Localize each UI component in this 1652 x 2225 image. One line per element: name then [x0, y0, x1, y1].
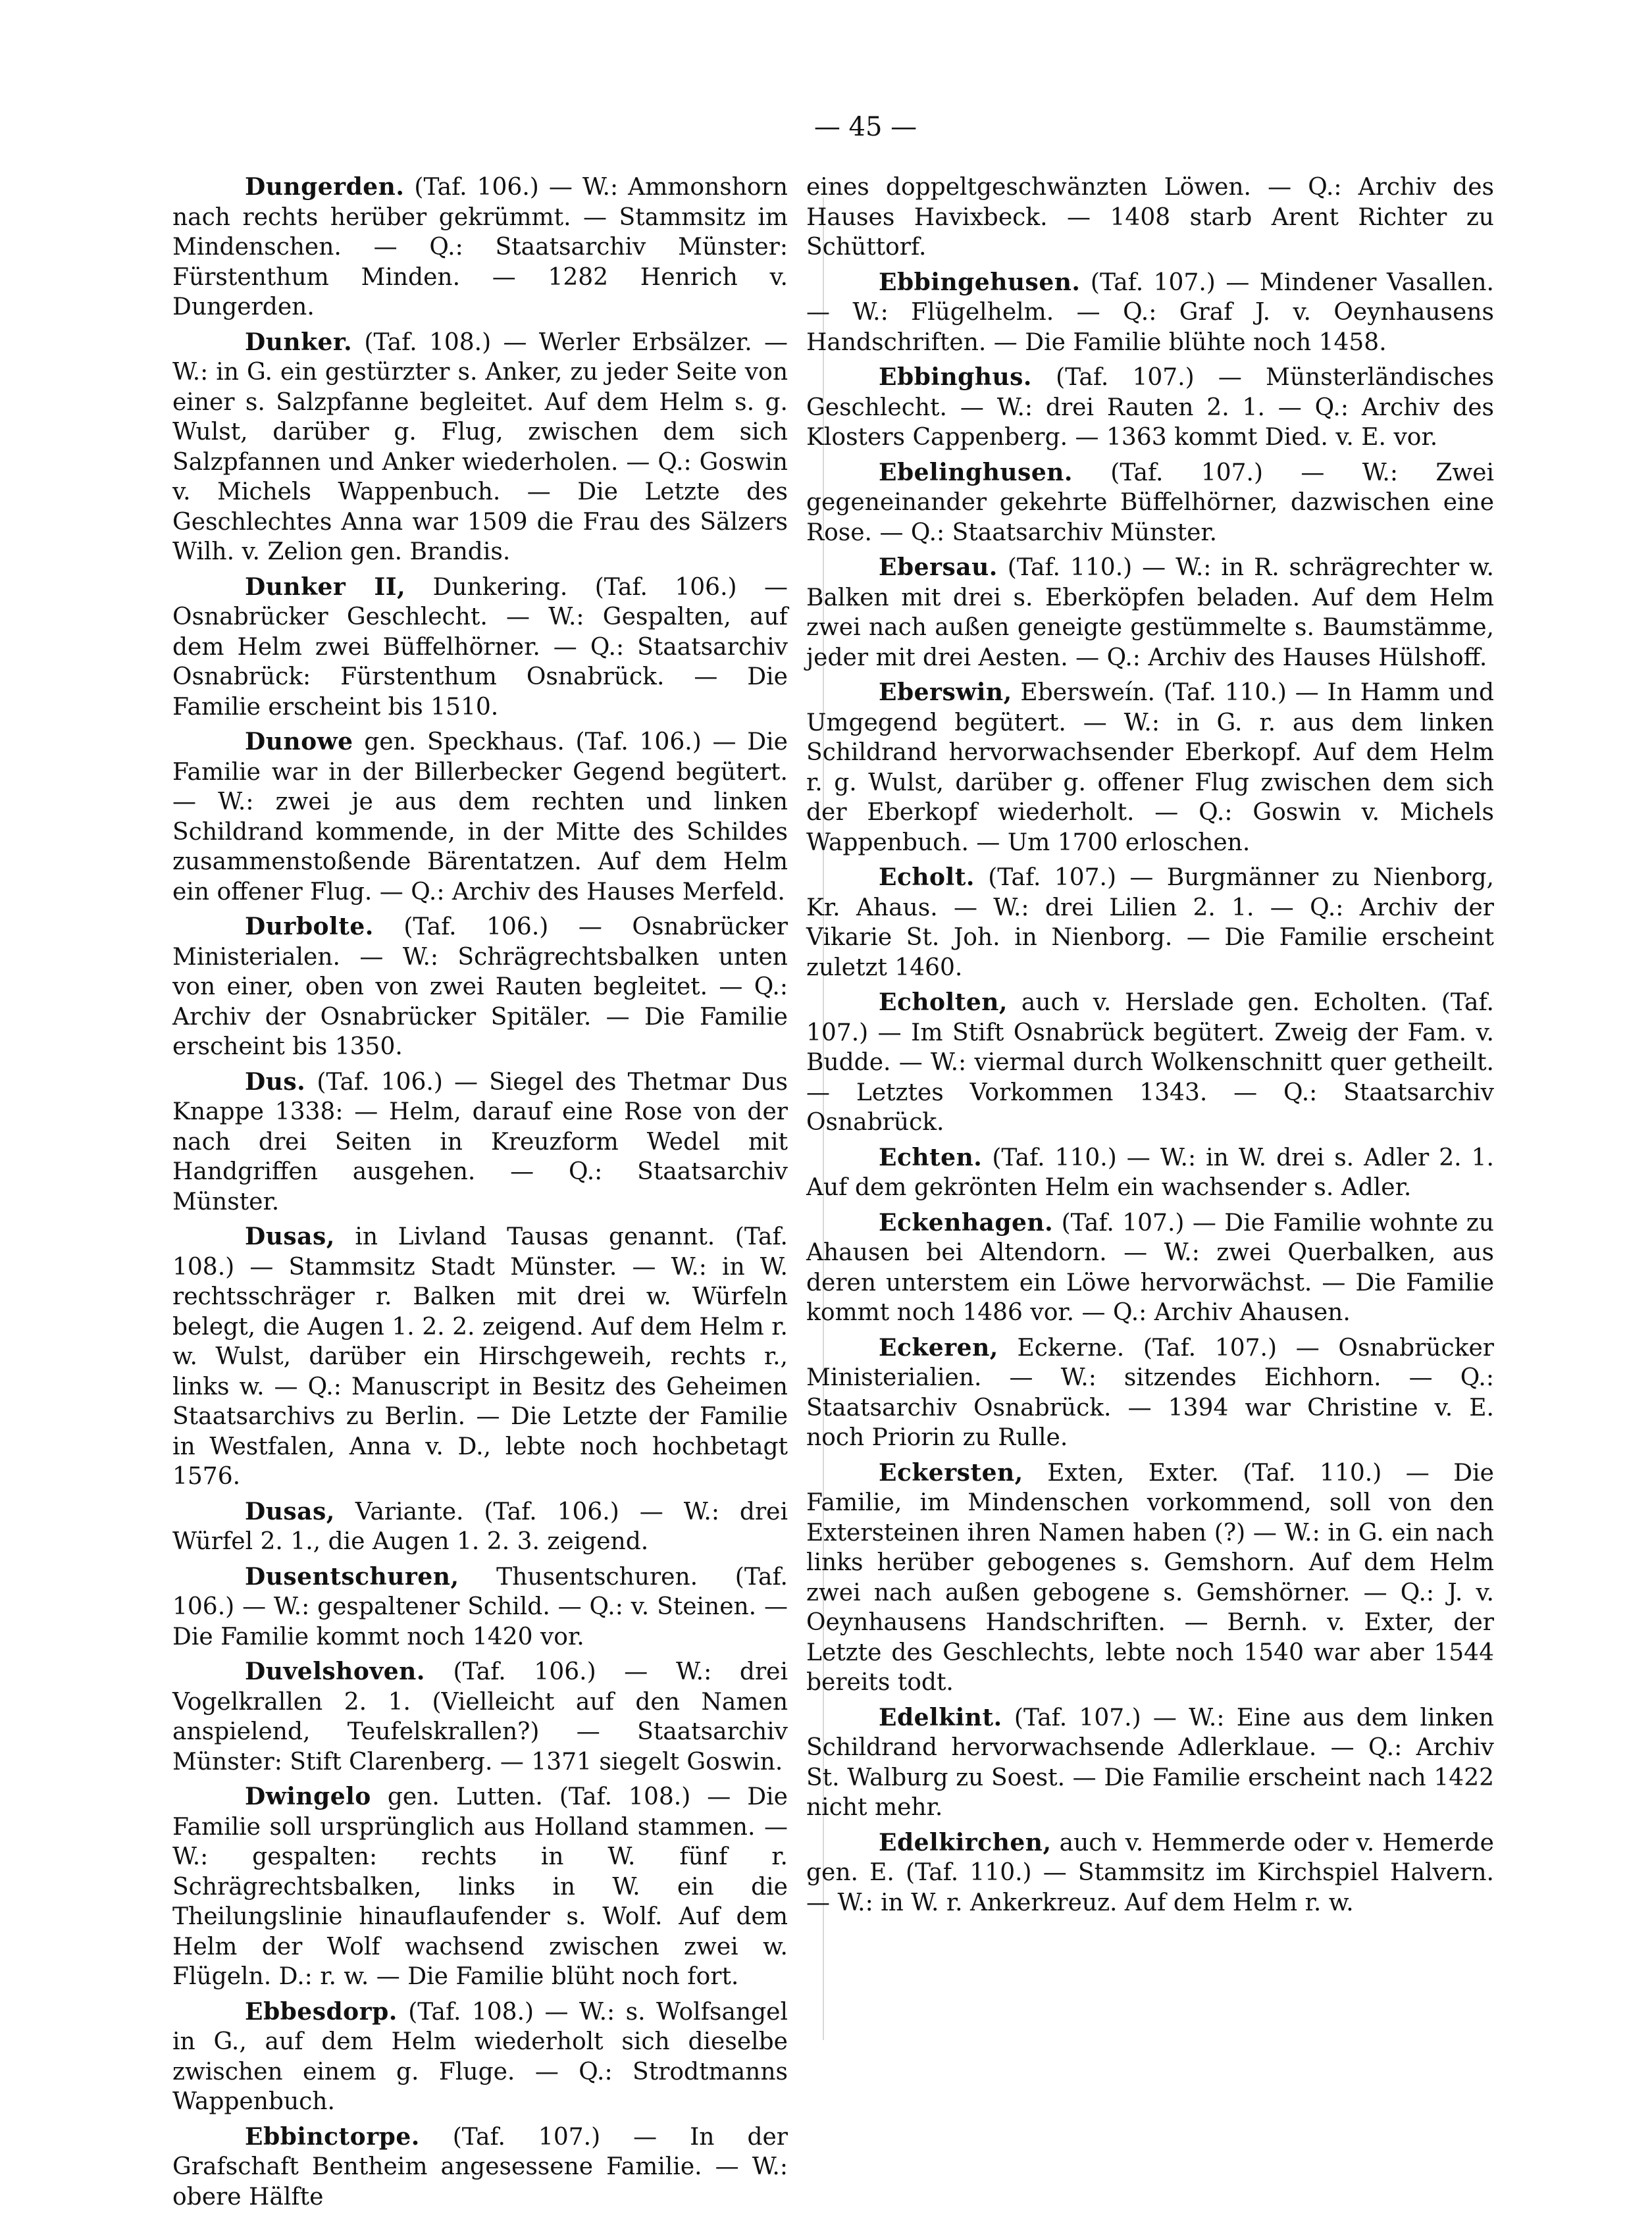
entry-headword: Ebbinghus.: [879, 363, 1032, 391]
dictionary-entry: [806, 553, 1494, 673]
dictionary-entry: [172, 2122, 788, 2212]
dictionary-entry: [806, 1143, 1494, 1203]
entry-text: (Taf. 107.) — W.: Eine aus dem linken Schildrand hervorwachsende Adlerklaue. — Q.: Archiv St. Walburg zu Soest. — Die Familie erscheint nach 1422 nicht mehr.: [806, 1704, 1494, 1821]
entry-text: eines doppeltgeschwänzten Löwen. — Q.: Archiv des Hauses Havixbeck. — 1408 starb Arent Richter zu Schüttorf.: [806, 174, 1494, 261]
dictionary-entry: [806, 363, 1494, 453]
right-column: [806, 172, 1494, 1923]
entry-text: Ebersweín. (Taf. 110.) — In Hamm und Umgegend begütert. — W.: in G. r. aus dem linken Schildrand hervorwachsender Eberkopf. Auf dem Helm r. g. Wulst, darüber g. offener Flug zwischen dem sich der Eberkopf wiederholt. — Q.: Goswin v. Michels Wappenbuch. — Um 1700 erloschen.: [806, 679, 1494, 856]
entry-text: Variante. (Taf. 106.) — W.: drei Würfel 2. 1., die Augen 1. 2. 3. zeigend.: [172, 1498, 788, 1555]
entry-headword: Echolt.: [879, 863, 975, 891]
entry-text: gen. Lutten. (Taf. 108.) — Die Familie soll ursprünglich aus Holland stammen. — W.: gespalten: rechts in W. fünf r. Schrägrechtsbalken, links in W. ein die Theilungslinie hinauflaufender s. Wolf. Auf dem Helm der Wolf wachsend zwischen zwei w. Flügeln. D.: r. w. — Die Familie blüht noch fort.: [172, 1783, 788, 1990]
dictionary-entry: [172, 1562, 788, 1652]
dictionary-entry: [172, 912, 788, 1062]
dictionary-entry: [172, 1497, 788, 1557]
entry-text: (Taf. 108.) — Werler Erbsälzer. — W.: in G. ein gestürzter s. Anker, zu jeder Seite von einer s. Salzpfanne begleitet. Auf dem Helm s. g. Wulst, darüber g. Flug, zwischen dem sich Salzpfannen und Anker wiederholen. — Q.: Goswin v. Michels Wappenbuch. — Die Letzte des Geschlechtes Anna war 1509 die Frau des Sälzers Wilh. v. Zelion gen. Brandis.: [172, 328, 788, 565]
entry-text: (Taf. 106.) — W.: drei Vogelkrallen 2. 1. (Vielleicht auf den Namen anspielend, Teufelskrallen?) — Staatsarchiv Münster: Stift Clarenberg. — 1371 siegelt Goswin.: [172, 1658, 788, 1776]
entry-headword: Echolten,: [879, 988, 1008, 1016]
dictionary-entry: [172, 1067, 788, 1217]
entry-headword: Echten.: [879, 1143, 983, 1171]
left-column: [172, 172, 788, 2217]
entry-headword: Eckeren,: [879, 1333, 998, 1362]
entry-text: (Taf. 107.) — Münsterländisches Geschlecht. — W.: drei Rauten 2. 1. — Q.: Archiv des Klosters Cappenberg. — 1363 kommt Died. v. E. vor.: [806, 364, 1494, 451]
entry-headword: Ebbesdorp.: [245, 1997, 398, 2026]
entry-headword: Eckenhagen.: [879, 1208, 1054, 1237]
page-number: — 45 —: [813, 112, 917, 142]
entry-headword: Dus.: [245, 1067, 306, 1096]
entry-headword: Duvelshoven.: [245, 1658, 425, 1685]
entry-text: (Taf. 107.) — W.: Zwei gegeneinander gekehrte Büffelhörner, dazwischen eine Rose. — Q.: Staatsarchiv Münster.: [806, 459, 1494, 546]
entry-headword: Edelkint.: [879, 1703, 1002, 1731]
dictionary-entry: [806, 863, 1494, 983]
dictionary-entry: [806, 1703, 1494, 1823]
entry-headword: Dunowe: [245, 728, 353, 755]
entry-headword: Dusas,: [245, 1223, 335, 1250]
entry-headword: Ebbingehusen.: [879, 268, 1081, 296]
entry-text: (Taf. 107.) — Die Familie wohnte zu Ahausen bei Altendorn. — W.: zwei Querbalken, aus deren unterstem ein Löwe hervorwächst. — Die Familie kommt noch 1486 vor. — Q.: Archiv Ahausen.: [806, 1209, 1494, 1326]
entry-text: (Taf. 107.) — Mindener Vasallen. — W.: Flügelhelm. — Q.: Graf J. v. Oeynhausens Handschriften. — Die Familie blühte noch 1458.: [806, 269, 1494, 356]
entry-text: (Taf. 110.) — W.: in W. drei s. Adler 2. 1. Auf dem gekrönten Helm ein wachsender s. Adler.: [806, 1144, 1494, 1201]
entry-headword: Edelkirchen,: [879, 1828, 1052, 1856]
dictionary-entry: [806, 1333, 1494, 1453]
entry-text: Thusentschuren. (Taf. 106.) — W.: gespaltener Schild. — Q.: v. Steinen. — Die Familie kommt noch 1420 vor.: [172, 1563, 788, 1650]
entry-text: in Livland Tausas genannt. (Taf. 108.) — Stammsitz Stadt Münster. — W.: in W. rechtsschräger r. Balken mit drei w. Würfeln belegt, die Augen 1. 2. 2. zeigend. Auf dem Helm r. w. Wulst, darüber ein Hirschgeweih, rechts r., links w. — Q.: Manuscript in Besitz des Geheimen Staatsarchivs zu Berlin. — Die Letzte der Familie in Westfalen, Anna v. D., lebte noch hochbetagt 1576.: [172, 1223, 788, 1490]
dictionary-entry: [806, 268, 1494, 358]
dictionary-entry: [806, 988, 1494, 1138]
dictionary-entry: [172, 1997, 788, 2117]
entry-headword: Durbolte.: [245, 913, 374, 940]
entry-text: (Taf. 106.) — Osnabrücker Ministerialen. — W.: Schrägrechtsbalken unten von einer, oben von zwei Rauten begleitet. — Q.: Archiv der Osnabrücker Spitäler. — Die Familie erscheint bis 1350.: [172, 913, 788, 1060]
dictionary-entry: [806, 1458, 1494, 1698]
dictionary-entry: [806, 678, 1494, 857]
dictionary-entry: [806, 458, 1494, 548]
entry-text: Dunkering. (Taf. 106.) — Osnabrücker Geschlecht. — W.: Gespalten, auf dem Helm zwei Büffelhörner. — Q.: Staatsarchiv Osnabrück: Fürstenthum Osnabrück. — Die Familie erscheint bis 1510.: [172, 573, 788, 721]
entry-text: auch v. Hemmerde oder v. Hemerde gen. E. (Taf. 110.) — Stammsitz im Kirchspiel Halvern. — W.: in W. r. Ankerkreuz. Auf dem Helm r. w.: [806, 1829, 1494, 1916]
entry-headword: Eckersten,: [879, 1458, 1023, 1487]
entry-text: gen. Speckhaus. (Taf. 106.) — Die Familie war in der Billerbecker Gegend begütert. — W.: zwei je aus dem rechten und linken Schildrand kommende, in der Mitte des Schildes zusammenstoßende Bärentatzen. Auf dem Helm ein offener Flug. — Q.: Archiv des Hauses Merfeld.: [172, 729, 788, 906]
dictionary-entry: [172, 1657, 788, 1777]
entry-text: (Taf. 107.) — In der Grafschaft Bentheim angesessene Familie. — W.: obere Hälfte: [172, 2123, 788, 2211]
entry-headword: Ebbinctorpe.: [245, 2122, 420, 2151]
entry-headword: Ebersau.: [879, 553, 998, 581]
dictionary-entry: [172, 1782, 788, 1992]
entry-headword: Dunker.: [245, 328, 353, 356]
entry-text: Exten, Exter. (Taf. 110.) — Die Familie, im Mindenschen vorkommend, soll von den Extersteinen ihren Namen haben (?) — W.: in G. ein nach links herüber gebogenes s. Gemshorn. Auf dem Helm zwei nach außen gebogene s. Gemshörner. — Q.: J. v. Oeynhausens Handschriften. — Bernh. v. Exter, der Letzte des Geschlechts, lebte noch 1540 war aber 1544 bereits todt.: [806, 1459, 1494, 1696]
dictionary-entry: [172, 573, 788, 723]
dictionary-entry: [172, 1222, 788, 1492]
entry-headword: Dunker II,: [245, 573, 406, 601]
entry-text: (Taf. 107.) — Burgmänner zu Nienborg, Kr. Ahaus. — W.: drei Lilien 2. 1. — Q.: Archiv der Vikarie St. Joh. in Nienborg. — Die Familie erscheint zuletzt 1460.: [806, 864, 1494, 981]
dictionary-entry: [172, 727, 788, 907]
dictionary-entry: [172, 328, 788, 567]
dictionary-entry: [806, 1208, 1494, 1328]
entry-text: (Taf. 106.) — W.: Ammonshorn nach rechts herüber gekrümmt. — Stammsitz im Mindenschen. — Q.: Staatsarchiv Münster: Fürstenthum Minden. — 1282 Henrich v. Dungerden.: [172, 174, 788, 320]
dictionary-entry: [172, 172, 788, 322]
dictionary-entry: [806, 1828, 1494, 1918]
entry-text: (Taf. 110.) — W.: in R. schrägrechter w. Balken mit drei s. Eberköpfen beladen. Auf dem Helm zwei nach außen geneigte gestümmelte s. Baumstämme, jeder mit drei Aesten. — Q.: Archiv des Hauses Hülshoff.: [806, 554, 1494, 671]
entry-headword: Eberswin,: [879, 678, 1012, 706]
entry-text: auch v. Herslade gen. Echolten. (Taf. 107.) — Im Stift Osnabrück begütert. Zweig der Fam. v. Budde. — W.: viermal durch Wolkenschnitt quer getheilt. — Letztes Vorkommen 1343. — Q.: Staatsarchiv Osnabrück.: [806, 989, 1494, 1136]
entry-text: (Taf. 108.) — W.: s. Wolfsangel in G., auf dem Helm wiederholt sich dieselbe zwischen einem g. Fluge. — Q.: Strodtmanns Wappenbuch.: [172, 1998, 788, 2115]
entry-headword: Ebelinghusen.: [879, 458, 1073, 486]
entry-text: (Taf. 106.) — Siegel des Thetmar Dus Knappe 1338: — Helm, darauf eine Rose von der nach drei Seiten in Kreuzform Wedel mit Handgriffen ausgehen. — Q.: Staatsarchiv Münster.: [172, 1068, 788, 1215]
entry-headword: Dwingelo: [245, 1783, 371, 1810]
entry-text: Eckerne. (Taf. 107.) — Osnabrücker Ministerialien. — W.: sitzendes Eichhorn. — Q.: Staatsarchiv Osnabrück. — 1394 war Christine v. E. noch Priorin zu Rulle.: [806, 1334, 1494, 1451]
entry-headword: Dusentschuren,: [245, 1562, 459, 1591]
entry-headword: Dusas,: [245, 1497, 335, 1525]
dictionary-entry: [806, 172, 1494, 263]
entry-headword: Dungerden.: [245, 173, 405, 201]
